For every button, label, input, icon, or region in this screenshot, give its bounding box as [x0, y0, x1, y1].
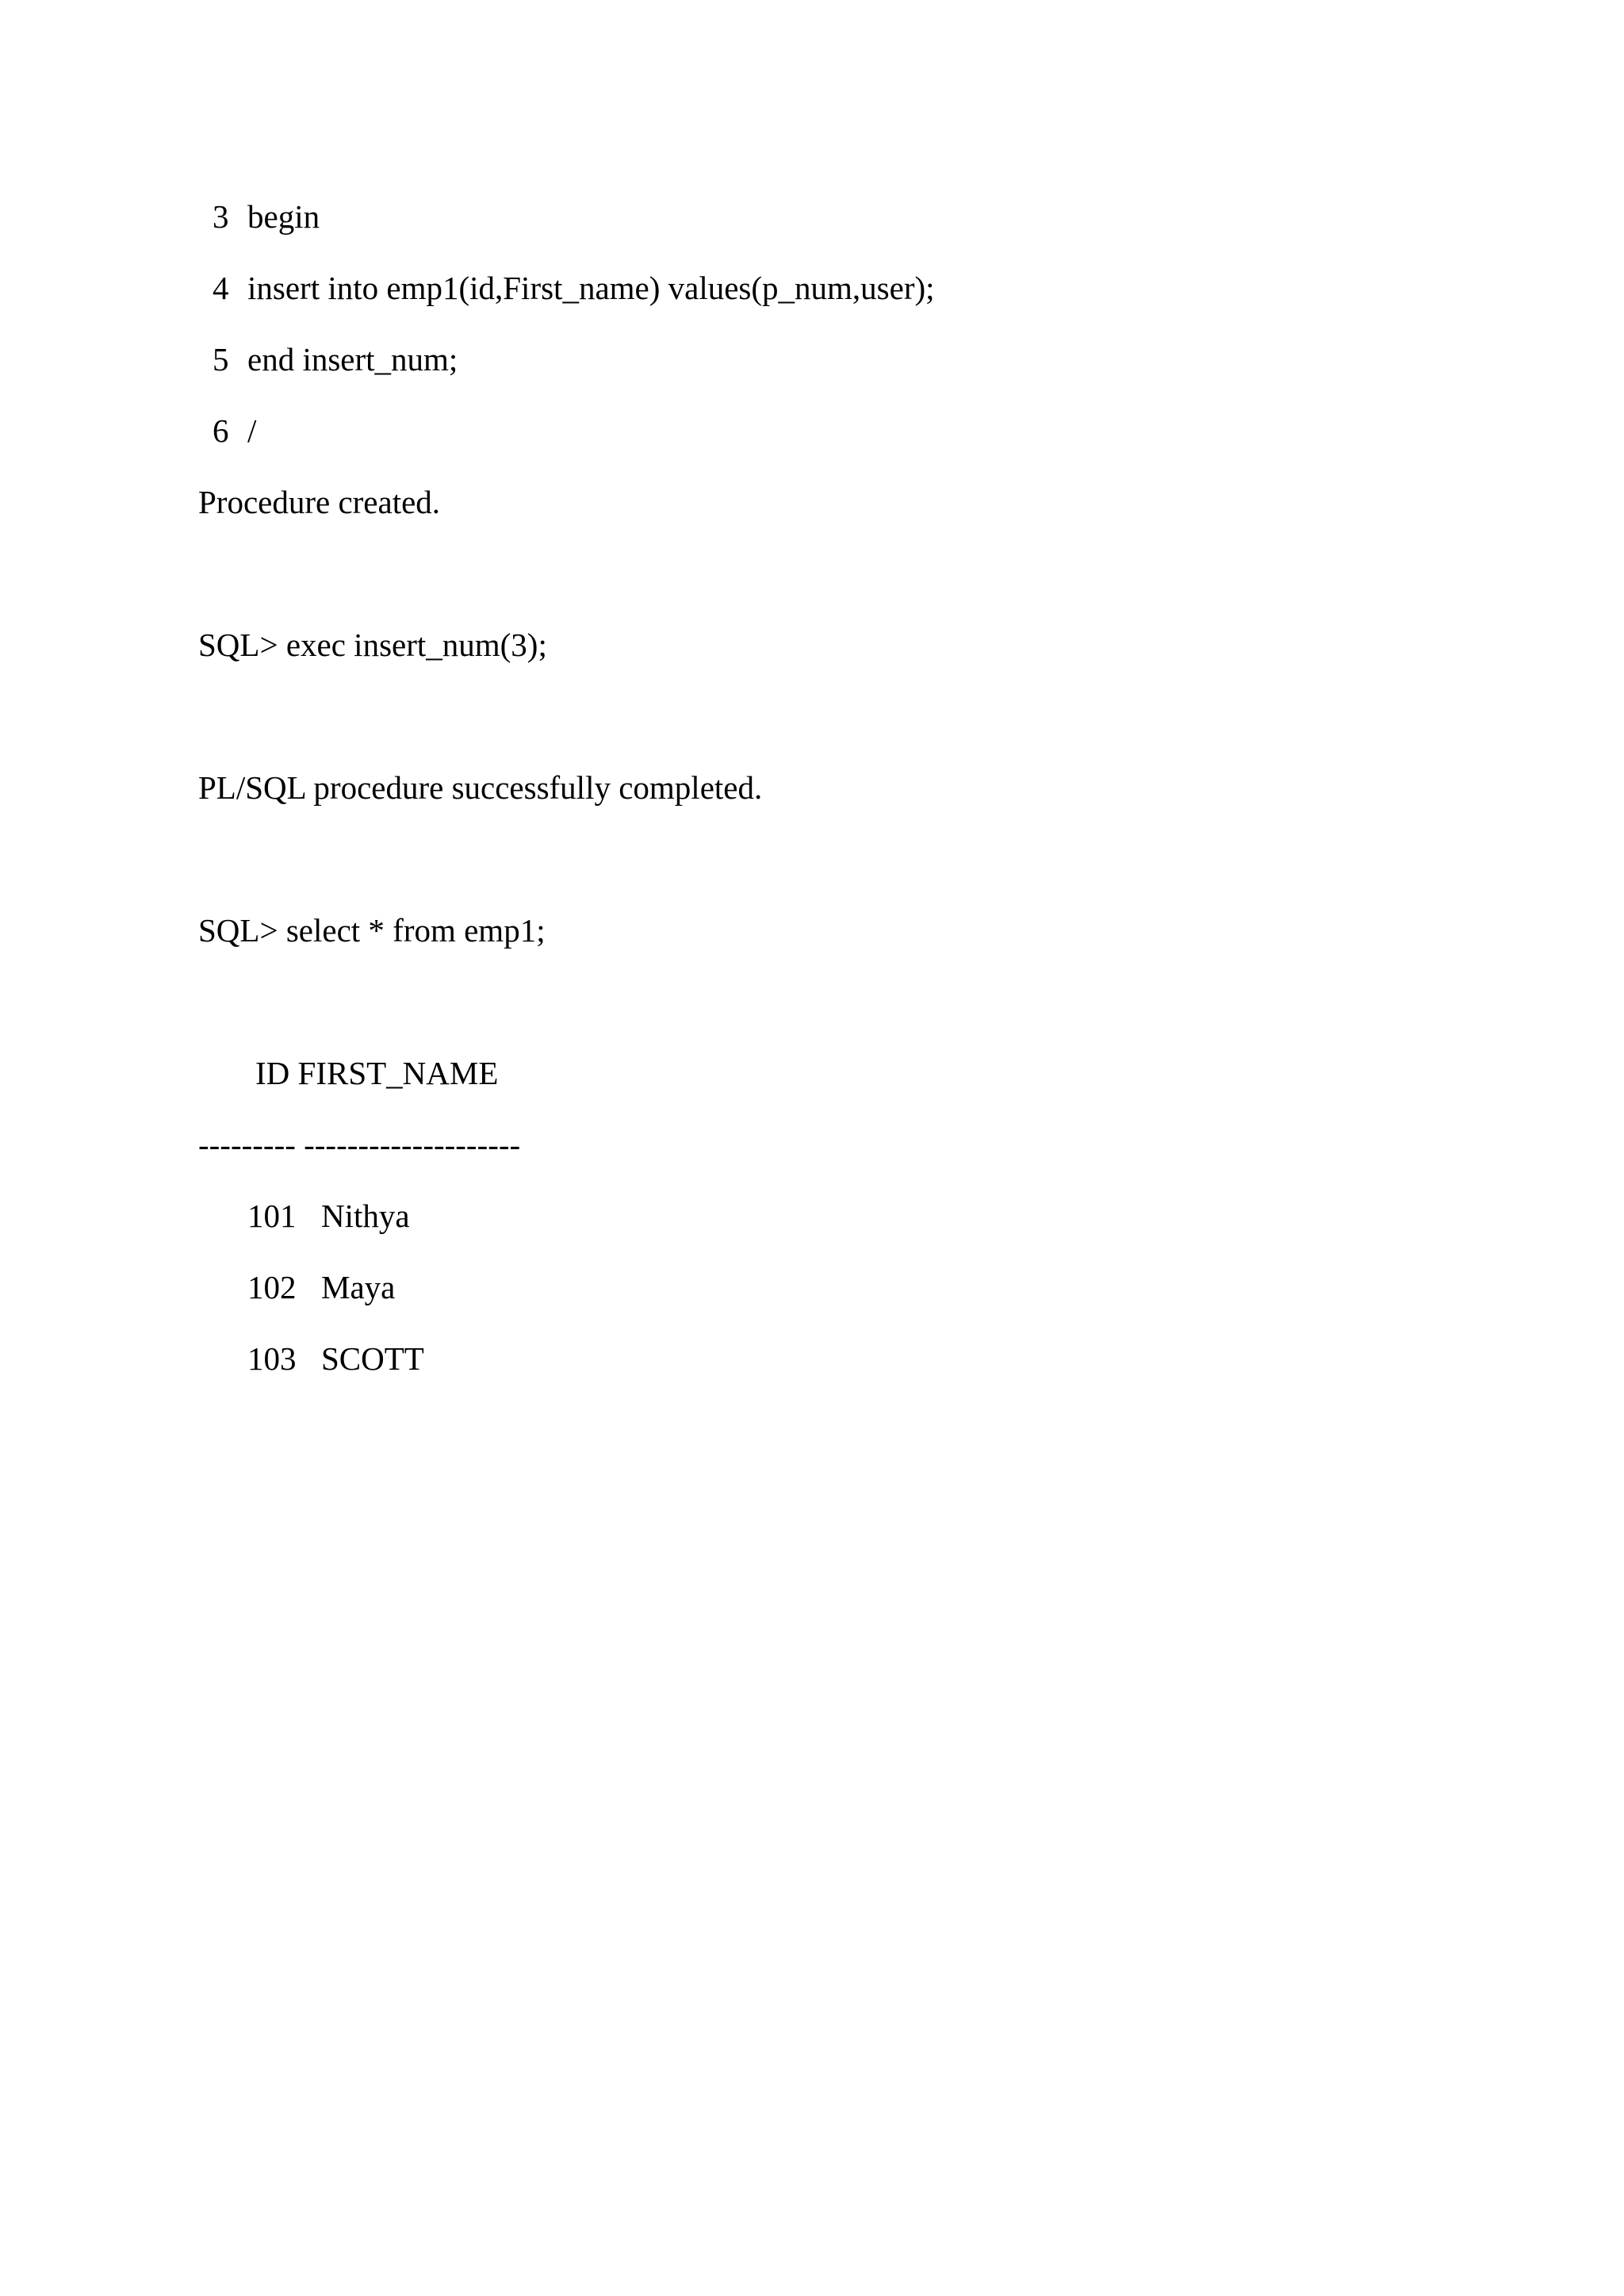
select-command: SQL> select * from emp1; — [198, 912, 546, 949]
row-id: 101 — [247, 1198, 297, 1234]
code-text: insert into emp1(id,First_name) values(p_num,user); — [247, 270, 935, 306]
line-number: 3 — [213, 198, 229, 235]
line-number: 6 — [213, 412, 229, 449]
exec-command: SQL> exec insert_num(3); — [198, 627, 547, 663]
line-number: 4 — [213, 270, 229, 306]
row-first-name: SCOTT — [321, 1340, 424, 1377]
code-text: / — [247, 412, 257, 449]
result-table-separator: --------- -------------------- — [198, 1126, 521, 1163]
procedure-created-message: Procedure created. — [198, 484, 441, 520]
line-number: 5 — [213, 341, 229, 378]
row-id: 103 — [247, 1340, 297, 1377]
code-text: end insert_num; — [247, 341, 458, 378]
row-first-name: Nithya — [321, 1198, 410, 1234]
result-table-header: ID FIRST_NAME — [255, 1055, 499, 1091]
exec-result-message: PL/SQL procedure successfully completed. — [198, 769, 763, 806]
row-id: 102 — [247, 1269, 297, 1305]
code-text: begin — [247, 198, 320, 235]
row-first-name: Maya — [321, 1269, 396, 1305]
